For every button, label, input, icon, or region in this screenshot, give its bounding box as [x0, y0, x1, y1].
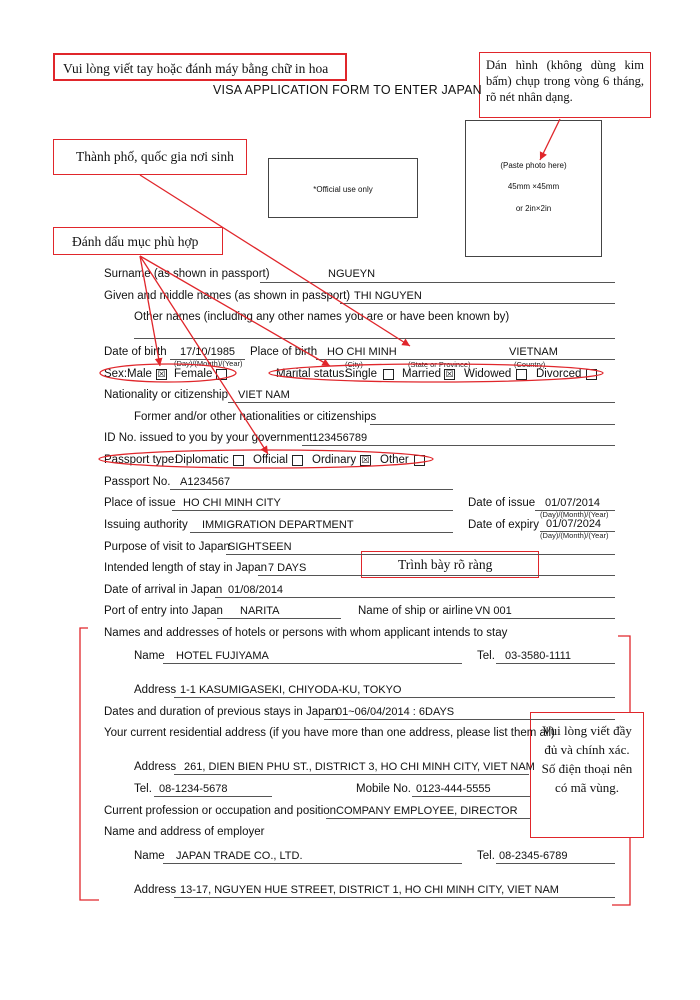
prev-stays-label: Dates and duration of previous stays in Japan	[104, 706, 338, 718]
marital-single-checkbox[interactable]	[383, 369, 394, 380]
pob-state-hint: (State or Province)	[408, 360, 471, 369]
hotel-name-label: Name	[134, 650, 165, 662]
purpose-label: Purpose of visit to Japan	[104, 541, 230, 553]
pob-country-value: VIETNAM	[509, 346, 558, 358]
id-no-line[interactable]	[302, 445, 615, 446]
id-no-label: ID No. issued to you by your government	[104, 432, 313, 444]
sex-female-checkbox[interactable]	[216, 369, 227, 380]
hotel-name-line[interactable]	[163, 663, 462, 664]
ship-line[interactable]	[470, 618, 615, 619]
sex-male-label: Male	[127, 368, 152, 380]
date-expiry-hint: (Day)/(Month)/(Year)	[540, 531, 609, 540]
sex-label: Sex:	[104, 368, 128, 380]
callout-birthplace: Thành phố, quốc gia nơi sinh	[53, 139, 247, 175]
profession-line[interactable]	[326, 818, 530, 819]
port-line[interactable]	[217, 618, 341, 619]
authority-value: IMMIGRATION DEPARTMENT	[202, 519, 354, 531]
passport-no-value: A1234567	[180, 476, 231, 488]
hotel-address-line[interactable]	[174, 697, 615, 698]
passport-no-label: Passport No.	[104, 476, 171, 488]
res-address-label: Address	[134, 761, 177, 773]
prev-stays-line[interactable]	[324, 719, 615, 720]
hotel-name-value: HOTEL FUJIYAMA	[176, 650, 269, 662]
hotel-address-label: Address	[134, 684, 177, 696]
res-address-value: 261, DIEN BIEN PHU ST., DISTRICT 3, HO CHI MINH CITY, VIET NAM	[184, 761, 535, 773]
profession-value: COMPANY EMPLOYEE, DIRECTOR	[336, 805, 518, 817]
length-stay-label: Intended length of stay in Japan	[104, 562, 268, 574]
purpose-line[interactable]	[226, 554, 615, 555]
authority-line[interactable]	[190, 532, 453, 533]
place-issue-value: HO CHI MINH CITY	[183, 497, 281, 509]
residence-label: Your current residential address (if you have more than one address, please list them all)	[104, 727, 555, 739]
surname-value: NGUEYN	[328, 268, 376, 280]
nationality-value: VIET NAM	[238, 389, 290, 401]
marital-label: Marital status:	[276, 368, 348, 380]
res-tel-line[interactable]	[154, 796, 272, 797]
arrival-label: Date of arrival in Japan	[104, 584, 223, 596]
pob-label: Place of birth	[250, 346, 318, 358]
form-title: VISA APPLICATION FORM TO ENTER JAPAN	[213, 83, 482, 97]
length-stay-line[interactable]	[258, 575, 615, 576]
nationality-label: Nationality or citizenship	[104, 389, 229, 401]
marital-divorced-label: Divorced	[536, 368, 582, 380]
hotel-tel-value: 03-3580-1111	[505, 650, 572, 662]
callout-clear: Trình bày rõ ràng	[361, 551, 539, 578]
passport-diplomatic-checkbox[interactable]	[233, 455, 244, 466]
id-no-value: 123456789	[312, 432, 368, 444]
length-stay-value: 7 DAYS	[268, 562, 307, 574]
res-tel-value: 08-1234-5678	[159, 783, 228, 795]
employer-address-value: 13-17, NGUYEN HUE STREET, DISTRICT 1, HO CHI MINH CITY, VIET NAM	[180, 884, 559, 896]
mobile-label: Mobile No.	[356, 783, 411, 795]
employer-tel-label: Tel.	[477, 850, 495, 862]
marital-married-checkbox[interactable]: ☒	[445, 369, 454, 379]
employer-address-line[interactable]	[174, 897, 615, 898]
bracket-right-lower	[612, 838, 630, 905]
port-value: NARITA	[240, 605, 280, 617]
passport-ordinary-label: Ordinary	[312, 454, 357, 466]
place-issue-line[interactable]	[172, 510, 453, 511]
marital-married-label: Married	[402, 368, 441, 380]
passport-other-label: Other	[380, 454, 409, 466]
hotels-label: Names and addresses of hotels or persons with whom applicant intends to stay	[104, 627, 508, 639]
former-nationality-label: Former and/or other nationalities or citizenships	[134, 411, 377, 423]
hotel-tel-line[interactable]	[496, 663, 615, 664]
pob-city-hint: (City)	[345, 360, 363, 369]
employer-name-label: Name	[134, 850, 165, 862]
official-use-box: *Official use only	[268, 158, 418, 218]
sex-male-checkbox[interactable]: ☒	[157, 369, 166, 379]
given-names-line[interactable]	[340, 303, 615, 304]
date-issue-value: 01/07/2014	[545, 497, 601, 509]
dob-value: 17/10/1985	[180, 346, 236, 358]
passport-other-checkbox[interactable]	[414, 455, 425, 466]
marital-widowed-label: Widowed	[464, 368, 512, 380]
callout-check: Đánh dấu mục phù hợp	[53, 227, 223, 255]
marital-widowed-checkbox[interactable]	[516, 369, 527, 380]
date-expiry-label: Date of expiry	[468, 519, 539, 531]
passport-diplomatic-label: Diplomatic	[175, 454, 229, 466]
hotel-tel-label: Tel.	[477, 650, 495, 662]
employer-name-value: JAPAN TRADE CO., LTD.	[176, 850, 303, 862]
surname-line[interactable]	[260, 282, 615, 283]
passport-ordinary-checkbox[interactable]: ☒	[361, 455, 370, 465]
employer-tel-line[interactable]	[496, 863, 615, 864]
photo-box[interactable]: (Paste photo here) 45mm ×45mm or 2in×2in	[465, 120, 602, 257]
purpose-value: SIGHTSEEN	[228, 541, 292, 553]
prev-stays-value: 01~06/04/2014 : 6DAYS	[336, 706, 455, 718]
place-issue-label: Place of issue	[104, 497, 176, 509]
nationality-line[interactable]	[228, 402, 615, 403]
mobile-line[interactable]	[412, 796, 530, 797]
ship-label: Name of ship or airline	[358, 605, 474, 617]
passport-type-label: Passport type:	[104, 454, 178, 466]
date-expiry-value: 01/07/2024	[546, 518, 602, 530]
callout-photo: Dán hình (không dùng kim bấm) chụp trong vòng 6 tháng, rõ nét nhân dạng.	[479, 52, 651, 118]
passport-no-line[interactable]	[170, 489, 453, 490]
res-address-line[interactable]	[174, 774, 529, 775]
hotel-address-value: 1-1 KASUMIGASEKI, CHIYODA-KU, TOKYO	[180, 684, 402, 696]
arrival-value: 01/08/2014	[228, 584, 284, 596]
employer-name-line[interactable]	[163, 863, 462, 864]
marital-single-label: Single	[345, 368, 377, 380]
employer-address-label: Address	[134, 884, 177, 896]
profession-label: Current profession or occupation and position	[104, 805, 337, 817]
port-label: Port of entry into Japan	[104, 605, 223, 617]
sex-female-label: Female	[174, 368, 213, 380]
callout-uppercase: Vui lòng viết tay hoặc đánh máy bằng chữ in hoa	[53, 53, 347, 81]
arrival-line[interactable]	[215, 597, 615, 598]
dob-label: Date of birth	[104, 346, 167, 358]
bracket-left	[80, 628, 99, 900]
ship-value: VN 001	[475, 605, 512, 617]
other-names-line[interactable]	[134, 338, 615, 339]
other-names-label: Other names (including any other names you are or have been known by)	[134, 311, 510, 323]
bracket-right	[618, 636, 630, 712]
callout-complete: Vui lòng viết đầy đủ và chính xác. Số điện thoại nên có mã vùng.	[530, 712, 644, 838]
authority-label: Issuing authority	[104, 519, 188, 531]
given-names-value: THI NGUYEN	[354, 290, 422, 302]
employer-tel-value: 08-2345-6789	[499, 850, 568, 862]
pob-country-hint: (Country)	[514, 360, 546, 369]
marital-divorced-checkbox[interactable]	[586, 369, 597, 380]
res-tel-label: Tel.	[134, 783, 152, 795]
surname-label: Surname (as shown in passport)	[104, 268, 270, 280]
former-nationality-line[interactable]	[370, 424, 615, 425]
given-names-label: Given and middle names (as shown in passport)	[104, 290, 351, 302]
employer-label: Name and address of employer	[104, 826, 265, 838]
date-issue-hint: (Day)/(Month)/(Year)	[540, 510, 609, 519]
dob-hint: (Day)/(Month)/(Year)	[174, 359, 243, 368]
mobile-value: 0123-444-5555	[416, 783, 491, 795]
pob-city-value: HO CHI MINH	[327, 346, 397, 358]
passport-official-checkbox[interactable]	[292, 455, 303, 466]
date-issue-label: Date of issue	[468, 497, 536, 509]
passport-official-label: Official	[253, 454, 288, 466]
